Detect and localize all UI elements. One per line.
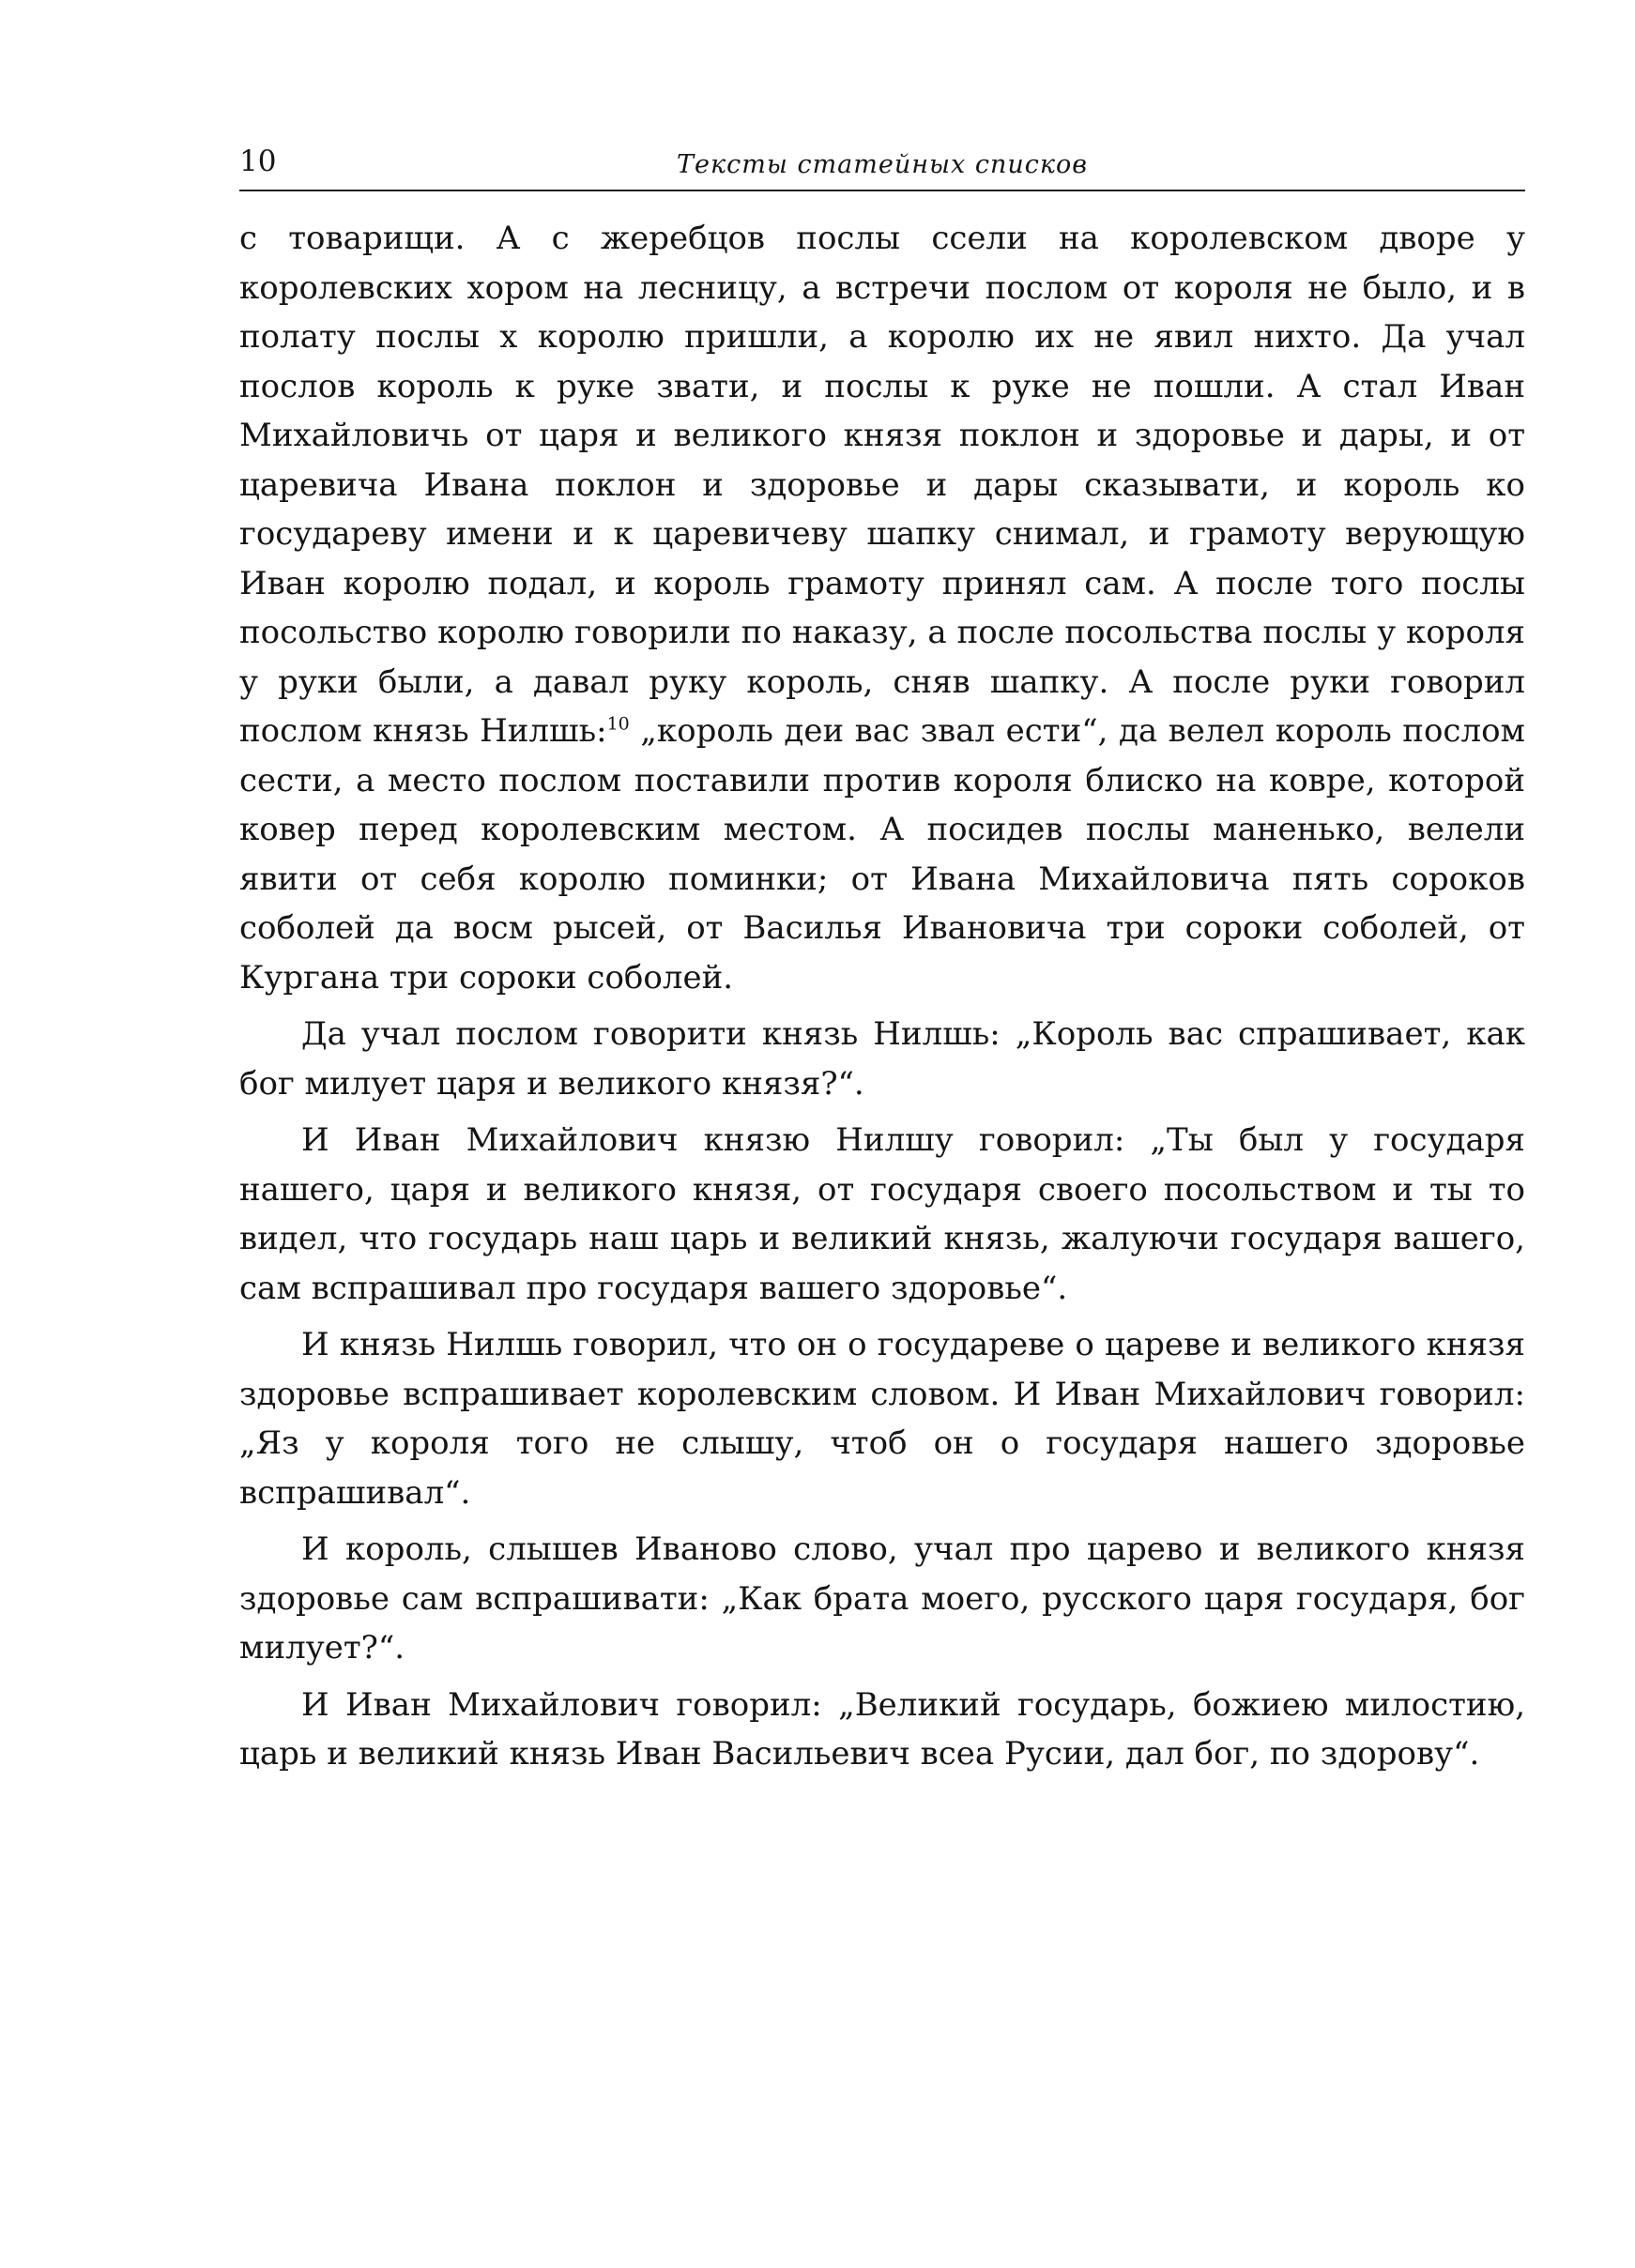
paragraph-2: Да учал послом говорити князь Нилшь: „Король вас спрашивает, как бог милует царя и великого князя?“. <box>239 1015 1525 1103</box>
document-page <box>239 141 1525 1787</box>
paragraph-1 <box>239 214 1525 1002</box>
footnote-reference: 10 <box>606 713 630 735</box>
running-header <box>239 141 1525 191</box>
paragraph-6: И Иван Михайлович говорил: „Великий государь, божиею милостию, царь и великий князь Иван Васильевич всеа Русии, дал бог, по здорову“. <box>239 1685 1525 1773</box>
paragraph-3: И Иван Михайлович князю Нилшу говорил: „Ты был у государя нашего, царя и великого князя, от государя своего посольством и ты то видел, что государь наш царь и великий князь, жалуючи государя вашего, сам вспрашивал про государя вашего здоровье“. <box>239 1121 1525 1307</box>
paragraph-1-text-after: „король деи вас звал ести“, да велел король послом сести, а место послом поставили против короля блиско на ковре, которой ковер перед королевским местом. А посидев послы маненько, велели явити от себя королю поминки; от Ивана Михайловича пять сороков соболей да восм рысей, от Василья Ивановича три сороки соболей, от Кургана три сороки соболей. <box>239 712 1525 997</box>
paragraph-1-text-before: с товарищи. А с жеребцов послы ссели на королевском дворе у королевских хором на лесницу, а встречи послом от короля не было, и в полату послы х королю пришли, а королю их не явил нихто. Да учал послов король к руке звати, и послы к руке не пошли. А стал Иван Михайловичь от царя и великого князя поклон и здоровье и дары, и от царевича Ивана поклон и здоровье и дары сказывати, и король ко государеву имени и к царевичеву шапку снимал, и грамоту верующую Иван королю подал, и король грамоту принял сам. А после того послы посольство королю говорили по наказу, а после посольства послы у короля у руки были, а давал руку король, сняв шапку. А после руки говорил послом князь Нилшь: <box>239 220 1525 750</box>
running-title: Тексты статейных списков <box>677 150 1088 179</box>
paragraph-5: И король, слышев Иваново слово, учал про царево и великого князя здоровье сам вспрашивати: „Как брата моего, русского царя государя, бог милует?“. <box>239 1530 1525 1667</box>
page-number: 10 <box>239 145 277 178</box>
paragraph-4: И князь Нилшь говорил, что он о государеве о цареве и великого князя здоровье вспрашивает королевским словом. И Иван Михайлович говорил: „Яз у короля того не слышу, чтоб он о государя нашего здоровье вспрашивал“. <box>239 1326 1525 1512</box>
body-text <box>239 214 1525 1779</box>
